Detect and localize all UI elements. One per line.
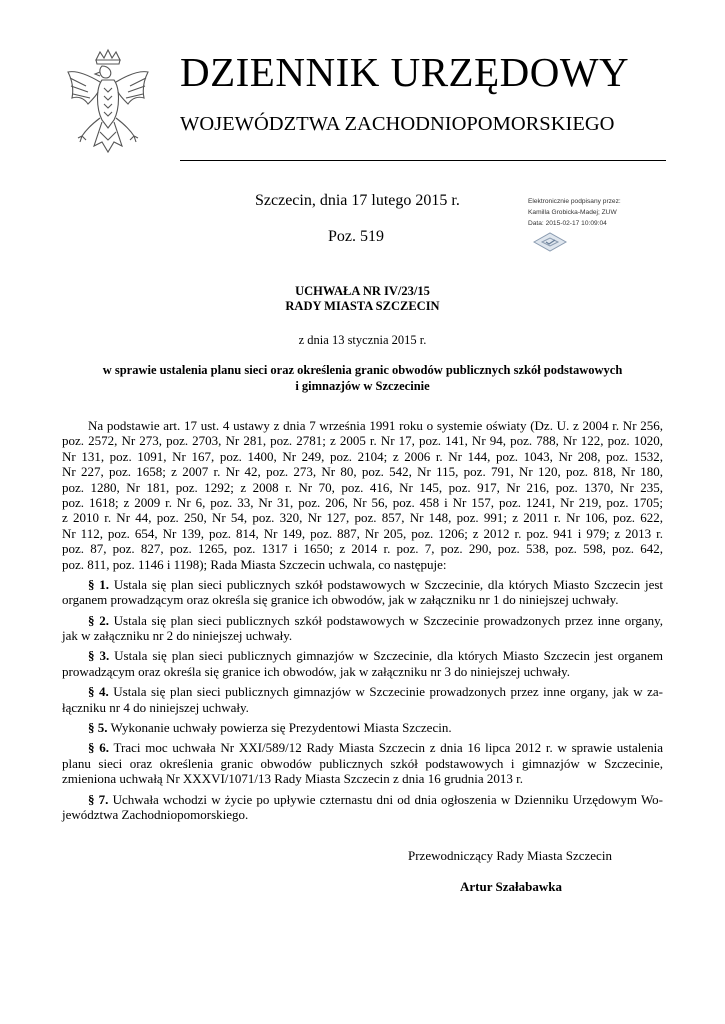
preamble-line: poz. 1280, Nr 181, poz. 1292; z 2008 r. Nr 70, poz. 416, Nr 145, poz. 917, Nr 216, poz. 1370, Nr 235, bbox=[62, 479, 663, 495]
preamble bbox=[62, 418, 663, 572]
preamble-line: Na podstawie art. 17 ust. 4 ustawy z dnia 7 września 1991 roku o systemie oświaty (Dz. U. z 2004 r. Nr 256, bbox=[88, 418, 663, 433]
signature-check-icon bbox=[532, 232, 568, 252]
paragraph-line: Ustala się plan sieci publicznych gimnazjów w Szczecinie, dla których Miasto Szczecin jest organem bbox=[114, 648, 664, 664]
paragraph-6 bbox=[62, 740, 663, 786]
paragraph-line: Ustala się plan sieci publicznych szkół podstawowych w Szczecinie, dla których Miasto Szczecin jest bbox=[113, 576, 664, 592]
signatory-name: Artur Szałabawka bbox=[460, 879, 562, 894]
esign-line-1: Elektronicznie podpisany przez: bbox=[528, 198, 621, 205]
preamble-line: poz. 2572, Nr 273, poz. 2703, Nr 281, poz. 2781; z 2005 r. Nr 17, poz. 141, Nr 94, poz. 788, Nr 122, poz. 1020, bbox=[62, 433, 663, 449]
esign-line-3: Data: 2015-02-17 10:09:04 bbox=[528, 220, 607, 227]
paragraph-number: § 1. bbox=[88, 576, 110, 592]
journal-subtitle: WOJEWÓDZTWA ZACHODNIOPOMORSKIEGO bbox=[180, 113, 615, 135]
resolution-council: RADY MIASTA SZCZECIN bbox=[285, 299, 440, 313]
resolution-body bbox=[62, 418, 663, 822]
paragraph-line: jak w załączniku nr 2 do niniejszej uchwały. bbox=[62, 628, 293, 644]
paragraph-1 bbox=[62, 577, 663, 608]
paragraph-line: planu sieci oraz określenia granic obwodów publicznych szkół podstawowych i gimnazjów w Szczecinie, bbox=[62, 755, 663, 771]
paragraph-3 bbox=[62, 648, 663, 679]
paragraph-number: § 3. bbox=[88, 648, 110, 664]
masthead-divider bbox=[180, 160, 666, 161]
paragraph-line: zmieniona uchwałą Nr XXXVI/1071/13 Rady Miasta Szczecin z dnia 16 grudnia 2013 r. bbox=[62, 771, 524, 787]
resolution-date: z dnia 13 stycznia 2015 r. bbox=[298, 333, 427, 347]
paragraph-line: łączniku nr 4 do niniejszej uchwały. bbox=[62, 699, 249, 715]
paragraph-number: § 2. bbox=[88, 612, 109, 628]
preamble-line: poz. 87, poz. 827, poz. 1265, poz. 1317 i 1650; z 2014 r. poz. 7, poz. 290, poz. 538, poz. 598, poz. 642, bbox=[62, 541, 663, 557]
place-date: Szczecin, dnia 17 lutego 2015 r. bbox=[255, 192, 460, 209]
paragraph-line: prowadzącym oraz określa się granice ich obwodów, jak w załączniku nr 3 do niniejszej uchwały. bbox=[62, 663, 571, 679]
paragraph-4 bbox=[62, 684, 663, 715]
signatory-role: Przewodniczący Rady Miasta Szczecin bbox=[408, 848, 612, 863]
electronic-signature-block bbox=[528, 196, 621, 229]
subject-line: w sprawie ustalenia planu sieci oraz określenia granic obwodów publicznych szkół podstawowych bbox=[102, 363, 623, 377]
position-number: Poz. 519 bbox=[328, 228, 384, 245]
journal-title: DZIENNIK URZĘDOWY bbox=[180, 49, 630, 95]
paragraph-line: Wykonanie uchwały powierza się Prezydentowi Miasta Szczecin. bbox=[110, 720, 452, 736]
paragraph-line: Ustala się plan sieci publicznych gimnazjów w Szczecinie prowadzonych przez inne organy, jak w za- bbox=[113, 684, 664, 700]
paragraph-number: § 7. bbox=[88, 791, 109, 807]
paragraph-7 bbox=[62, 792, 663, 823]
preamble-line: Nr 227, poz. 1658; z 2007 r. Nr 42, poz. 273, Nr 80, poz. 542, Nr 115, poz. 791, Nr 120, poz. 818, Nr 180, bbox=[62, 464, 663, 480]
resolution-subject bbox=[80, 362, 645, 394]
preamble-line: Nr 112, poz. 654, Nr 139, poz. 814, Nr 149, poz. 887, Nr 205, poz. 1206; z 2012 r. poz. 941 i 979; z 2013 r. bbox=[62, 525, 663, 541]
preamble-line: z 2010 r. Nr 44, poz. 250, Nr 54, poz. 320, Nr 127, poz. 857, Nr 148, poz. 991; z 2011 r. Nr 106, poz. 622, bbox=[62, 510, 663, 526]
paragraph-number: § 4. bbox=[88, 684, 109, 700]
preamble-line: poz. 1618; z 2009 r. Nr 6, poz. 33, Nr 31, poz. 206, Nr 56, poz. 458 i Nr 157, poz. 1241, Nr 219, poz. 1705; bbox=[62, 494, 663, 510]
paragraph-line: jewództwa Zachodniopomorskiego. bbox=[62, 806, 249, 822]
esign-line-2: Kamilla Grobicka-Madej; ZUW bbox=[528, 209, 617, 216]
paragraph-line: Ustala się plan sieci publicznych szkół podstawowych w Szczecinie prowadzonych przez inne organy, bbox=[113, 612, 664, 628]
eagle-emblem-icon bbox=[62, 48, 154, 164]
paragraph-line: Uchwała wchodzi w życie po upływie czternastu dni od dnia ogłoszenia w Dzienniku Urzędowym Wo- bbox=[112, 791, 663, 807]
subject-line: i gimnazjów w Szczecinie bbox=[295, 379, 430, 393]
paragraph-line: organem prowadzącym oraz określa się granice ich obwodów, jak w załączniku nr 1 do niniejszej uchwały. bbox=[62, 592, 619, 608]
resolution-title: UCHWAŁA NR IV/23/15 bbox=[295, 284, 430, 298]
paragraph-2 bbox=[62, 613, 663, 644]
paragraph-number: § 5. bbox=[88, 720, 108, 736]
paragraph-line: Traci moc uchwała Nr XXI/589/12 Rady Miasta Szczecin z dnia 16 lipca 2012 r. w sprawie ustalenia bbox=[113, 740, 663, 756]
preamble-line: Nr 131, poz. 1091, Nr 167, poz. 1400, Nr 249, poz. 2104; z 2006 r. Nr 144, poz. 1043, Nr 208, poz. 1532, bbox=[62, 448, 663, 464]
paragraph-5 bbox=[62, 720, 663, 735]
paragraph-number: § 6. bbox=[88, 740, 109, 756]
preamble-line: poz. 811, poz. 1146 i 1198); Rada Miasta Szczecin uchwala, co następuje: bbox=[62, 556, 447, 572]
